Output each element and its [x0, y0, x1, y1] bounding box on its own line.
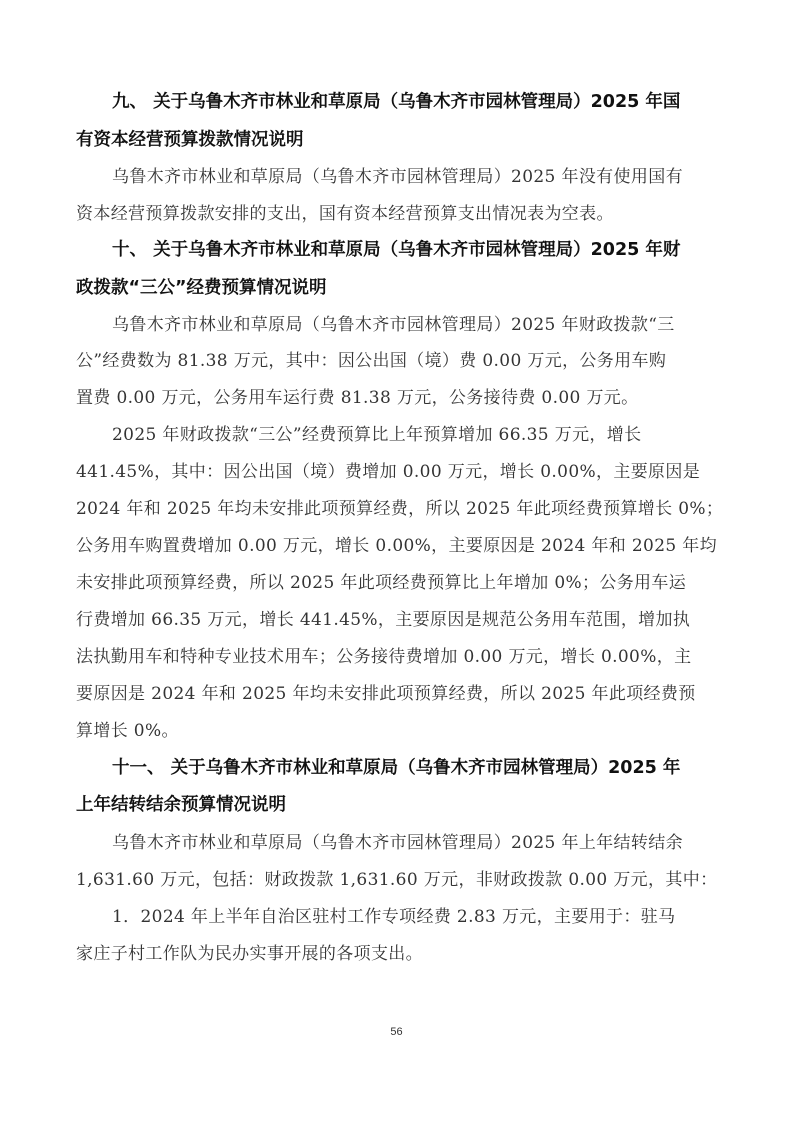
- heading-line: 十、 关于乌鲁木齐市林业和草原局（乌鲁木齐市园林管理局）2025 年财: [112, 240, 681, 260]
- heading-line: 有资本经营预算拨款情况说明: [76, 130, 304, 150]
- section-heading: [112, 237, 724, 263]
- paragraph-line: 算增长 0%。: [76, 721, 179, 741]
- paragraph-line: 441.45%，其中：因公出国（境）费增加 0.00 万元，增长 0.00%，主要原因是: [76, 462, 701, 482]
- paragraph-line: 未安排此项预算经费，所以 2025 年此项经费预算比上年增加 0%；公务用车运: [76, 573, 687, 593]
- paragraph-line: 公务用车购置费增加 0.00 万元，增长 0.00%，主要原因是 2024 年和 2025 年均: [76, 536, 718, 556]
- heading-line: 上年结转结余预算情况说明: [76, 795, 286, 815]
- paragraph-line: 公”经费数为 81.38 万元，其中：因公出国（境）费 0.00 万元，公务用车购: [76, 351, 667, 371]
- paragraph-line: 乌鲁木齐市林业和草原局（乌鲁木齐市园林管理局）2025 年没有使用国有: [112, 167, 683, 187]
- paragraph-line: 2025 年财政拨款“三公”经费预算比上年预算增加 66.35 万元，增长: [112, 425, 642, 445]
- paragraph-line: 法执勤用车和特种专业技术用车；公务接待费增加 0.00 万元，增长 0.00%，主: [76, 647, 692, 667]
- heading-line: 九、 关于乌鲁木齐市林业和草原局（乌鲁木齐市园林管理局）2025 年国: [112, 92, 681, 112]
- paragraph-line: 乌鲁木齐市林业和草原局（乌鲁木齐市园林管理局）2025 年财政拨款“三: [112, 315, 675, 335]
- section-heading: [112, 89, 684, 115]
- page-number: 56: [390, 1026, 403, 1038]
- heading-line: 十一、 关于乌鲁木齐市林业和草原局（乌鲁木齐市园林管理局）2025 年: [112, 758, 681, 778]
- section-heading: [112, 755, 680, 781]
- section-heading: [76, 792, 286, 818]
- paragraph-line: 置费 0.00 万元，公务用车运行费 81.38 万元，公务接待费 0.00 万元。: [76, 388, 639, 408]
- paragraph-line: 家庄子村工作队为民办实事开展的各项支出。: [76, 944, 423, 964]
- section-heading: [76, 127, 304, 153]
- heading-line: 政拨款“三公”经费预算情况说明: [76, 278, 327, 298]
- paragraph-line: 2024 年和 2025 年均未安排此项预算经费，所以 2025 年此项经费预算增长 0%；: [76, 499, 724, 519]
- paragraph-line: 要原因是 2024 年和 2025 年均未安排此项预算经费，所以 2025 年此项经费预: [76, 684, 696, 704]
- paragraph-line: 乌鲁木齐市林业和草原局（乌鲁木齐市园林管理局）2025 年上年结转结余: [112, 833, 683, 853]
- paragraph-line: 1,631.60 万元，包括：财政拨款 1,631.60 万元，非财政拨款 0.00 万元，其中：: [76, 870, 718, 890]
- paragraph-line: 行费增加 66.35 万元，增长 441.45%，主要原因是规范公务用车范围，增加执: [76, 610, 691, 630]
- paragraph-line: 资本经营预算拨款安排的支出，国有资本经营预算支出情况表为空表。: [76, 204, 614, 224]
- paragraph-line: 1．2024 年上半年自治区驻村工作专项经费 2.83 万元，主要用于：驻马: [112, 907, 676, 927]
- section-heading: [76, 275, 327, 301]
